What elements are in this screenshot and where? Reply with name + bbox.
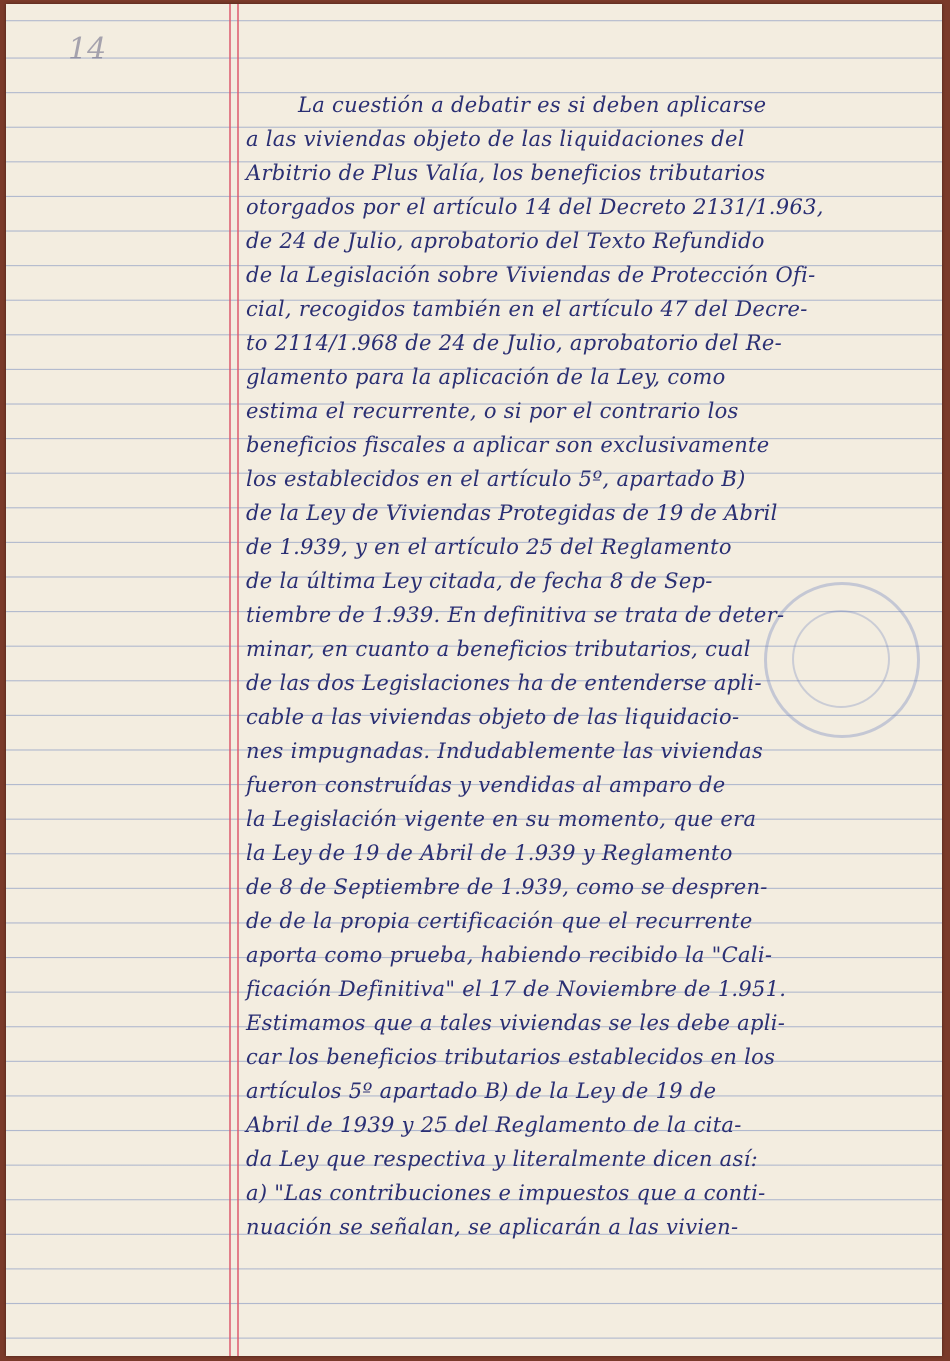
text-line: de las dos Legislaciones ha de entenderse apli- (246, 671, 762, 695)
text-line: la Ley de 19 de Abril de 1.939 y Reglamento (246, 841, 733, 865)
notebook-page (6, 4, 942, 1356)
text-line: glamento para la aplicación de la Ley, como (246, 365, 726, 389)
page-number: 14 (68, 32, 107, 67)
text-line: tiembre de 1.939. En definitiva se trata de deter- (246, 603, 785, 627)
text-line: nes impugnadas. Indudablemente las viviendas (246, 739, 764, 763)
text-line: a) "Las contribuciones e impuestos que a conti- (246, 1181, 766, 1205)
text-line: cial, recogidos también en el artículo 47 del Decre- (246, 297, 808, 321)
text-line: Arbitrio de Plus Valía, los beneficios tributarios (246, 161, 766, 185)
text-line: La cuestión a debatir es si deben aplicarse (298, 93, 767, 117)
text-line: otorgados por el artículo 14 del Decreto 2131/1.963, (246, 195, 824, 219)
text-line: beneficios fiscales a aplicar son exclusivamente (246, 433, 770, 457)
text-line: la Legislación vigente en su momento, que era (246, 807, 757, 831)
text-line: to 2114/1.968 de 24 de Julio, aprobatorio del Re- (246, 331, 782, 355)
text-line: aporta como prueba, habiendo recibido la "Cali- (246, 943, 773, 967)
text-line: ficación Definitiva" el 17 de Noviembre de 1.951. (246, 977, 787, 1001)
text-line: los establecidos en el artículo 5º, apartado B) (246, 467, 746, 491)
margin-line-right (237, 4, 239, 1356)
text-line: car los beneficios tributarios establecidos en los (246, 1045, 776, 1069)
text-line: minar, en cuanto a beneficios tributarios, cual (246, 637, 751, 661)
text-line: de la última Ley citada, de fecha 8 de Sep- (246, 569, 713, 593)
text-line: cable a las viviendas objeto de las liquidacio- (246, 705, 740, 729)
text-line: de de la propia certificación que el recurrente (246, 909, 753, 933)
text-line: nuación se señalan, se aplicarán a las vivien- (246, 1215, 739, 1239)
text-line: a las viviendas objeto de las liquidaciones del (246, 127, 745, 151)
handwritten-text (246, 88, 896, 1244)
text-line: de 8 de Septiembre de 1.939, como se despren- (246, 875, 768, 899)
text-line: Estimamos que a tales viviendas se les debe apli- (246, 1011, 786, 1035)
text-line: artículos 5º apartado B) de la Ley de 19 de (246, 1079, 717, 1103)
text-line: da Ley que respectiva y literalmente dicen así: (246, 1147, 758, 1171)
text-line: fueron construídas y vendidas al amparo de (246, 773, 726, 797)
text-line: de 1.939, y en el artículo 25 del Reglamento (246, 535, 732, 559)
text-line: estima el recurrente, o si por el contrario los (246, 399, 739, 423)
text-line: de 24 de Julio, aprobatorio del Texto Refundido (246, 229, 765, 253)
text-line: de la Ley de Viviendas Protegidas de 19 de Abril (246, 501, 778, 525)
text-line: de la Legislación sobre Viviendas de Protección Ofi- (246, 263, 816, 287)
margin-line-left (229, 4, 231, 1356)
text-line: Abril de 1939 y 25 del Reglamento de la cita- (246, 1113, 742, 1137)
